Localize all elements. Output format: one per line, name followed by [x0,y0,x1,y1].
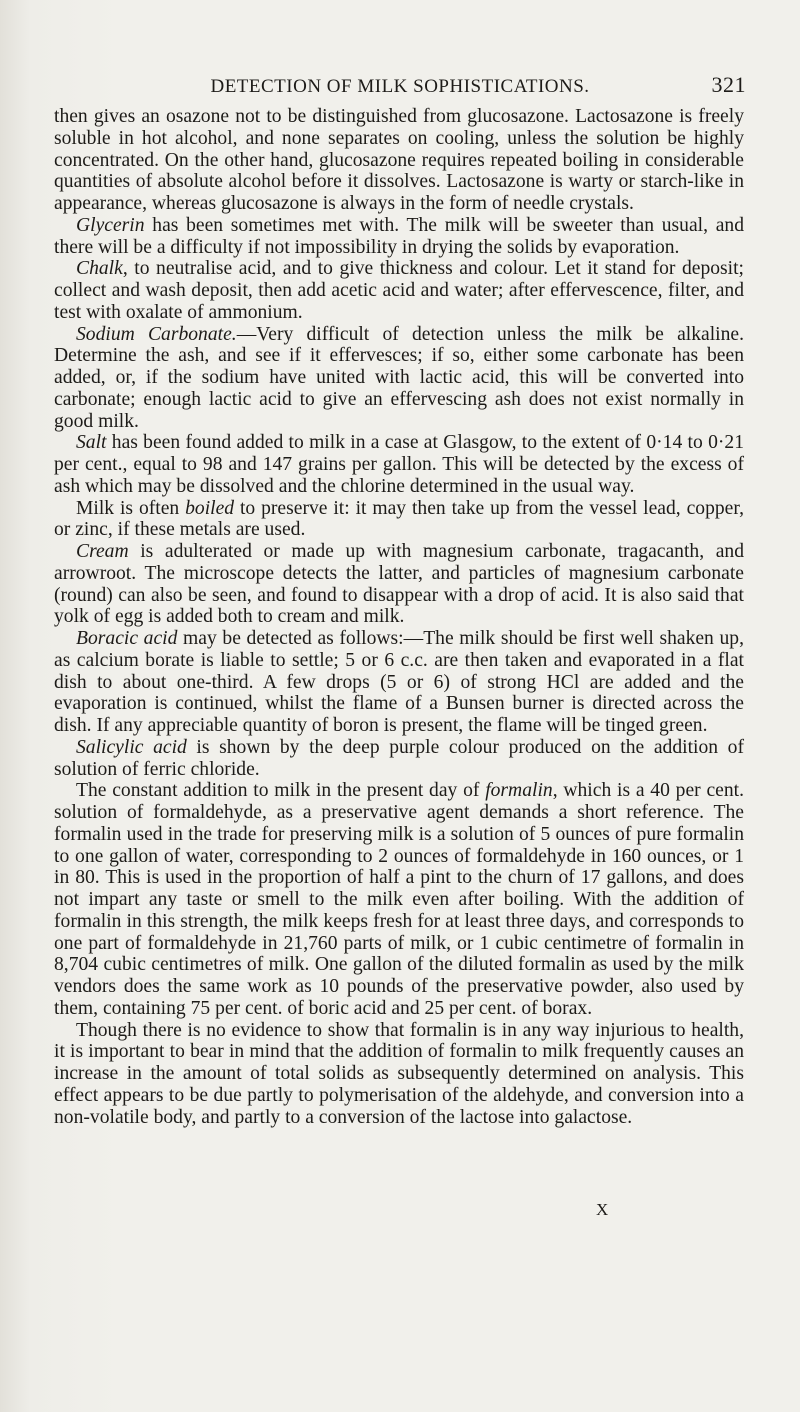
paragraph: Milk is often boiled to preserve it: it may then take up from the vessel lead, copper, or zinc, if these metals are used. [54,497,744,541]
paragraph: Boracic acid may be detected as follows:—The milk should be first well shaken up, as calcium borate is liable to settle; 5 or 6 c.c. are then taken and evaporated in a flat dish to about one-third. A few drops (5 or 6) of strong HCl are added and the evaporation is continued, whilst the flame of a Bunsen burner is directed across the dish. If any appreciable quantity of boron is present, the flame will be tinged green. [54,628,744,736]
paragraph-lead: Sodium Carbonate. [76,323,237,345]
paragraph-lead: Salicylic acid [76,736,187,758]
paragraph-lead: Salt [76,432,107,454]
paragraph: Though there is no evidence to show that formalin is in any way injurious to health, it is important to bear in mind that the addition of formalin to milk frequently causes an increase in the amount of total solids as subsequently determined on analysis. This effect appears to be due partly to polymerisation of the aldehyde, and conversion into a non-volatile body, and partly to a conversion of the lactose into galactose. [54,1019,744,1128]
paragraph-emphasis: formalin [485,780,553,802]
paragraph: Chalk, to neutralise acid, and to give thickness and colour. Let it stand for deposit; collect and wash deposit, then add acetic acid and water; after effervescence, filter, and test with oxalate of ammonium. [54,258,744,323]
paragraph-lead: Boracic acid [76,628,178,649]
paragraph: Cream is adulterated or made up with magnesium carbonate, tragacanth, and arrowroot. The microscope detects the latter, and particles of magnesium carbonate (round) can also be seen, and found to disappear with a drop of acid. It is also said that yolk of egg is added both to cream and milk. [54,541,744,628]
paragraph: The constant addition to milk in the present day of formalin, which is a 40 per cent. solution of formaldehyde, as a preservative agent demands a short reference. The formalin used in the trade for preserving milk is a solution of 5 ounces of pure formalin to one gallon of water, corresponding to 2 ounces of formaldehyde in 160 ounces, or 1 in 80. This is used in the proportion of half a pint to the churn of 17 gallons, and does not impart any taste or smell to the milk even after boiling. With the addition of formalin in this strength, the milk keeps fresh for at least three days, and corresponds to one part of formaldehyde in 21,760 parts of milk, or 1 cubic centimetre of formalin in 8,704 cubic centimetres of milk. One gallon of the diluted formalin as used by the milk vendors does the same work as 10 pounds of the preservative powder, also used by them, containing 75 per cent. of boric acid and 25 per cent. of borax. [54,780,744,1019]
paragraph: Salicylic acid is shown by the deep purple colour produced on the addition of solution of ferric chloride. [54,736,744,780]
page-number: 321 [711,72,746,97]
paragraph: Salt has been found added to milk in a case at Glasgow, to the extent of 0·14 to 0·21 per cent., equal to 98 and 147 grains per gallon. This will be detected by the excess of ash which may be dissolved and the chlorine determined in the usual way. [54,432,744,497]
body-text [54,106,744,1128]
paragraph: then gives an osazone not to be distinguished from glucosazone. Lactosazone is freely soluble in hot alcohol, and none separates on cooling, unless the solution be highly concentrated. On the other hand, glucosazone requires repeated boiling in considerable quantities of absolute alcohol before it dissolves. Lactosazone is warty or starch-like in appearance, whereas glucosazone is always in the form of needle crystals. [54,106,744,214]
signature-mark: X [596,1200,609,1219]
paragraph: Glycerin has been sometimes met with. The milk will be sweeter than usual, and there will be a difficulty if not impossibility in drying the solids by evaporation. [54,214,744,258]
paragraph-emphasis: boiled [185,497,235,519]
paragraph-lead: Cream [76,541,129,562]
running-head [54,72,746,106]
paragraph-lead: Glycerin [76,214,145,236]
running-title: DETECTION OF MILK SOPHISTICATIONS. [210,76,590,97]
paragraph-lead: Chalk [76,258,123,280]
paragraph: Sodium Carbonate.—Very difficult of detection unless the milk be alkaline. Determine the ash, and see if it effervesces; if so, either some carbonate has been added, or, if the sodium have united with lactic acid, this will be converted into carbonate; enough lactic acid to give an effervescing ash does not exist normally in good milk. [54,323,744,432]
